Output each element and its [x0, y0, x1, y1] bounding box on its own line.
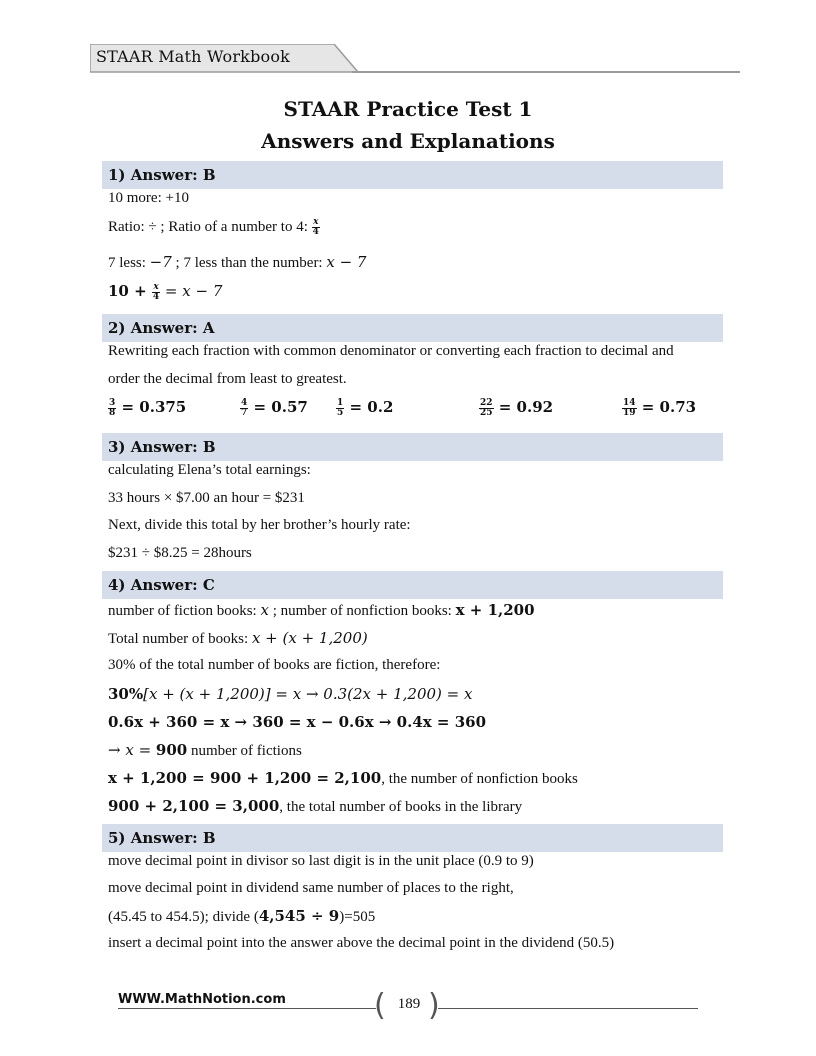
answer-bar-1 — [102, 161, 723, 189]
q1-equation-fraction: $\frac{x}{4}$ — [152, 282, 160, 303]
q4-line-3: 30% of the total number of books are fiction, therefore: — [108, 657, 441, 673]
q3-line-3: Next, divide this total by her brother’s hourly rate: — [108, 517, 411, 533]
page-number-bracket-right: ) — [428, 988, 440, 1023]
q4-line-8: 900 + 2,100 = 3,000, the total number of books in the library — [108, 797, 523, 815]
q3-line-4: $231 ÷ $8.25 = 28hours — [108, 545, 252, 561]
page-number-bracket-left: ( — [374, 988, 386, 1023]
q1-fraction: $\frac{x}{4}$ — [312, 217, 319, 237]
answer-label-3: 3) Answer: B — [108, 438, 216, 456]
answer-bar-3 — [102, 433, 723, 461]
answer-label-1: 1) Answer: B — [108, 166, 216, 184]
q4-line-1: number of fiction books: x ; number of nonfiction books: x + 1,200 — [108, 601, 535, 619]
q3-line-2: 33 hours × $7.00 an hour = $231 — [108, 490, 305, 506]
answer-bar-5 — [102, 824, 723, 852]
footer-rule-left — [118, 1008, 376, 1009]
q5-line-3: (45.45 to 454.5); divide (4,545 ÷ 9)=505 — [108, 907, 376, 925]
q2-fraction-5: $\frac{14}{19}$ = 0.73 — [623, 398, 697, 419]
answer-label-2: 2) Answer: A — [108, 319, 215, 337]
q5-line-2: move decimal point in dividend same number of places to the right, — [108, 880, 514, 896]
q2-fraction-3: $\frac{1}{5}$ = 0.2 — [337, 398, 394, 419]
q2-fraction-4: $\frac{22}{25}$ = 0.92 — [480, 398, 554, 419]
q2-line-2: order the decimal from least to greatest. — [108, 371, 347, 387]
q1-line-2-text: Ratio: ÷ ; Ratio of a number to 4: — [108, 218, 312, 235]
page-subtitle: Answers and Explanations — [261, 129, 555, 153]
q1-line-2 — [108, 218, 320, 237]
q1-line-1: 10 more: +10 — [108, 190, 189, 206]
q5-line-1: move decimal point in divisor so last digit is in the unit place (0.9 to 9) — [108, 853, 534, 869]
answer-label-5: 5) Answer: B — [108, 829, 216, 847]
q2-line-1: Rewriting each fraction with common denominator or converting each fraction to decimal and — [108, 343, 674, 359]
q4-line-6: → x = 900 number of fictions — [108, 741, 302, 759]
q2-fraction-2: $\frac{4}{7}$ = 0.57 — [241, 398, 308, 419]
q4-line-2: Total number of books: x + (x + 1,200) — [108, 629, 368, 647]
q3-line-1: calculating Elena’s total earnings: — [108, 462, 311, 478]
footer-rule-right — [438, 1008, 698, 1009]
q1-line-4: 10 + $\frac{x}{4}$ = x − 7 — [108, 282, 223, 303]
q2-fraction-1: $\frac{3}{8}$ = 0.375 — [109, 398, 187, 419]
q4-line-4: 30%[x + (x + 1,200)] = x → 0.3(2x + 1,200) = x — [108, 685, 473, 703]
page-number: 189 — [397, 996, 421, 1012]
header-title: STAAR Math Workbook — [96, 47, 291, 66]
q4-line-5: 0.6x + 360 = x → 360 = x − 0.6x → 0.4x = 360 — [108, 713, 487, 731]
answer-label-4: 4) Answer: C — [108, 576, 215, 594]
answer-bar-2 — [102, 314, 723, 342]
q5-line-4: insert a decimal point into the answer above the decimal point in the dividend (50.5) — [108, 935, 615, 951]
footer-website-link[interactable]: WWW.MathNotion.com — [118, 992, 286, 1007]
answer-bar-4 — [102, 571, 723, 599]
q1-line-3: 7 less: −7 ; 7 less than the number: x − 7 — [108, 253, 367, 271]
q4-line-7: x + 1,200 = 900 + 1,200 = 2,100, the number of nonfiction books — [108, 769, 578, 787]
page-title: STAAR Practice Test 1 — [283, 97, 533, 121]
